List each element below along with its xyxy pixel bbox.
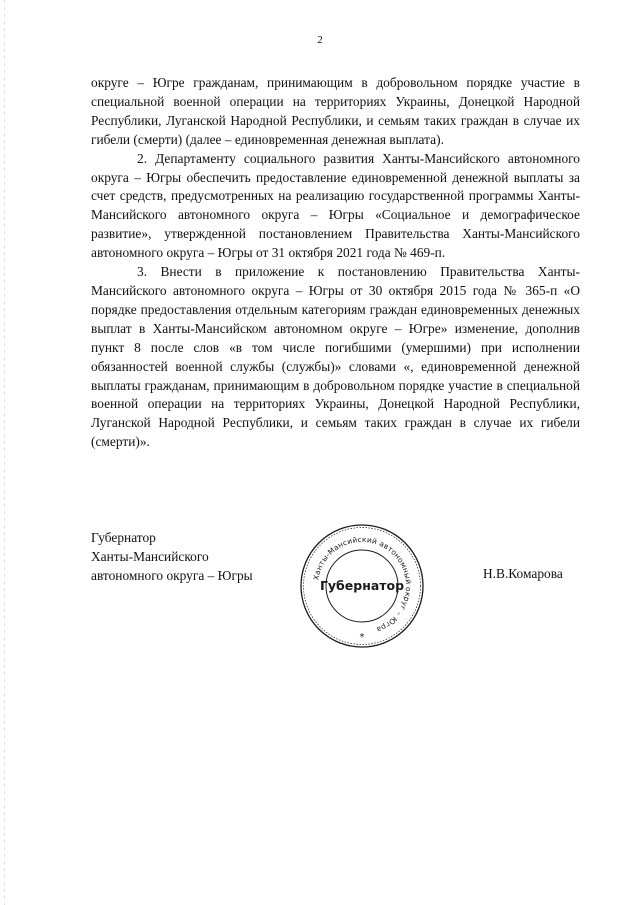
paragraph-2: 2. Департаменту социального развития Ханты-Мансийского автономного округа – Югры обеспечить предоставление единовременной денежной выплаты за счет средств, предусмотренных на реализацию государственной программы Ханты-Мансийского автономного округа – Югры «Социальное и демографическое развитие», утвержденной постановлением Правительства Ханты-Мансийского автономного округа – Югры от 31 октября 2021 года № 469-п. [91,150,580,261]
seal-ring-textpath: Ханты-Мансийский автономный округ – Югра [311,534,414,635]
paragraph-3: 3. Внести в приложение к постановлению Правительства Ханты-Мансийского автономного округа – Югры от 30 октября 2015 года № 365-п «О порядке предоставления отдельным категориям граждан единовременных денежных выплат в Ханты-Мансийском автономном округе – Югре» изменение, дополнив пункт 8 после слов «в том числе погибшими (умершими) при исполнении обязанностей военной службы (службы)» словами «, единовременной денежной выплаты гражданам, принимающим в добровольном порядке участие в специальной военной операции на территориях Украины, Донецкой Народной Республики, Луганской Народной Республики, и семьям таких граждан в случае их гибели (смерти)». [91,264,580,450]
signatory-name: Н.В.Комарова [483,566,563,581]
signatory-title [91,528,253,585]
seal-graphic [298,522,426,650]
signatory-title-line: Губернатор [91,530,156,545]
seal-star-icon: * [359,632,365,643]
official-seal [298,522,426,650]
paragraph-continuation: округе – Югре гражданам, принимающим в добровольном порядке участие в специальной военной операции на территориях Украины, Донецкой Народной Республики, Луганской Народной Республики, и семьям таких граждан в случае их гибели (смерти) (далее – единовременная денежная выплата). [91,75,580,147]
document-body [91,74,580,452]
seal-center-text: Губернатор [319,578,405,593]
signatory-title-line: автономного округа – Югры [91,568,253,583]
signatory-title-line: Ханты-Мансийского [91,549,209,564]
scan-edge-line [4,0,5,905]
page-number: 2 [317,34,323,46]
